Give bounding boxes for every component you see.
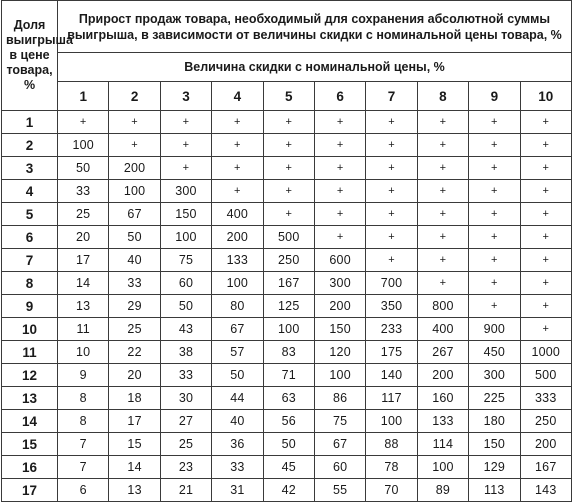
growth-cell: + <box>160 134 211 157</box>
growth-cell: 56 <box>263 410 314 433</box>
growth-cell: + <box>417 134 468 157</box>
growth-cell: 50 <box>160 295 211 318</box>
growth-cell: 100 <box>58 134 109 157</box>
growth-cell: 7 <box>58 433 109 456</box>
growth-cell: + <box>263 203 314 226</box>
growth-cell: + <box>417 111 468 134</box>
growth-cell: + <box>109 134 160 157</box>
growth-cell: + <box>314 111 365 134</box>
growth-cell: 50 <box>58 157 109 180</box>
discount-column-header: 6 <box>314 82 365 111</box>
growth-cell: 233 <box>366 318 417 341</box>
growth-cell: 14 <box>109 456 160 479</box>
growth-cell: 700 <box>366 272 417 295</box>
growth-cell: 167 <box>520 456 572 479</box>
growth-cell: 80 <box>212 295 263 318</box>
discount-column-header: 4 <box>212 82 263 111</box>
growth-cell: 27 <box>160 410 211 433</box>
growth-cell: + <box>520 318 572 341</box>
growth-cell: 400 <box>417 318 468 341</box>
growth-cell: 167 <box>263 272 314 295</box>
growth-cell: + <box>417 157 468 180</box>
growth-cell: + <box>520 295 572 318</box>
growth-cell: + <box>212 180 263 203</box>
growth-cell: + <box>469 226 520 249</box>
growth-cell: 900 <box>469 318 520 341</box>
growth-cell: 17 <box>109 410 160 433</box>
growth-cell: 50 <box>212 364 263 387</box>
growth-cell: + <box>417 249 468 272</box>
growth-cell: 43 <box>160 318 211 341</box>
growth-cell: 100 <box>417 456 468 479</box>
growth-cell: 333 <box>520 387 572 410</box>
row-share-label: 9 <box>2 295 58 318</box>
table-title: Прирост продаж товара, необходимый для сохранения абсолютной суммы выигрыша, в зависимости от величины скидки с номинальной цены товара, % <box>58 1 572 53</box>
growth-cell: 133 <box>417 410 468 433</box>
growth-cell: 13 <box>109 479 160 502</box>
row-share-label: 12 <box>2 364 58 387</box>
growth-cell: + <box>469 157 520 180</box>
growth-cell: 225 <box>469 387 520 410</box>
growth-cell: 143 <box>520 479 572 502</box>
growth-cell: 100 <box>366 410 417 433</box>
growth-cell: + <box>469 203 520 226</box>
growth-cell: 11 <box>58 318 109 341</box>
growth-cell: 40 <box>212 410 263 433</box>
growth-cell: 67 <box>212 318 263 341</box>
row-share-label: 3 <box>2 157 58 180</box>
growth-cell: 300 <box>469 364 520 387</box>
growth-cell: 20 <box>58 226 109 249</box>
growth-cell: 200 <box>417 364 468 387</box>
growth-cell: + <box>366 111 417 134</box>
growth-cell: 113 <box>469 479 520 502</box>
growth-cell: 30 <box>160 387 211 410</box>
growth-cell: 14 <box>58 272 109 295</box>
growth-cell: + <box>263 111 314 134</box>
growth-cell: 83 <box>263 341 314 364</box>
growth-cell: + <box>520 226 572 249</box>
growth-cell: + <box>314 134 365 157</box>
row-share-label: 17 <box>2 479 58 502</box>
growth-cell: 200 <box>314 295 365 318</box>
growth-cell: 33 <box>58 180 109 203</box>
row-share-label: 2 <box>2 134 58 157</box>
growth-cell: 75 <box>314 410 365 433</box>
growth-cell: + <box>212 134 263 157</box>
table-row <box>2 387 572 410</box>
growth-cell: 60 <box>160 272 211 295</box>
growth-cell: 267 <box>417 341 468 364</box>
growth-cell: 150 <box>314 318 365 341</box>
table-row <box>2 111 572 134</box>
growth-cell: + <box>314 226 365 249</box>
table-row <box>2 341 572 364</box>
growth-cell: 160 <box>417 387 468 410</box>
growth-cell: 200 <box>109 157 160 180</box>
discount-column-header: 1 <box>58 82 109 111</box>
discount-column-header: 8 <box>417 82 468 111</box>
growth-cell: 180 <box>469 410 520 433</box>
growth-cell: 150 <box>160 203 211 226</box>
growth-cell: + <box>417 180 468 203</box>
growth-cell: + <box>469 180 520 203</box>
growth-cell: + <box>314 203 365 226</box>
growth-cell: 78 <box>366 456 417 479</box>
growth-cell: + <box>366 134 417 157</box>
growth-cell: + <box>366 180 417 203</box>
growth-cell: + <box>417 272 468 295</box>
growth-cell: 300 <box>160 180 211 203</box>
growth-cell: 67 <box>109 203 160 226</box>
growth-cell: 400 <box>212 203 263 226</box>
growth-cell: 15 <box>109 433 160 456</box>
table-row <box>2 456 572 479</box>
growth-cell: 450 <box>469 341 520 364</box>
growth-cell: + <box>58 111 109 134</box>
sales-growth-table <box>1 0 572 502</box>
growth-cell: 800 <box>417 295 468 318</box>
growth-cell: 20 <box>109 364 160 387</box>
growth-cell: 33 <box>109 272 160 295</box>
table-row <box>2 226 572 249</box>
growth-cell: + <box>160 157 211 180</box>
growth-cell: + <box>520 111 572 134</box>
growth-cell: + <box>469 134 520 157</box>
growth-cell: 600 <box>314 249 365 272</box>
growth-cell: 44 <box>212 387 263 410</box>
table-row <box>2 364 572 387</box>
row-share-label: 11 <box>2 341 58 364</box>
table-row <box>2 433 572 456</box>
growth-cell: 13 <box>58 295 109 318</box>
discount-subtitle: Величина скидки с номинальной цены, % <box>58 53 572 82</box>
row-share-label: 7 <box>2 249 58 272</box>
growth-cell: 140 <box>366 364 417 387</box>
growth-cell: 100 <box>160 226 211 249</box>
growth-cell: 500 <box>520 364 572 387</box>
growth-cell: 1000 <box>520 341 572 364</box>
row-share-label: 10 <box>2 318 58 341</box>
growth-cell: 133 <box>212 249 263 272</box>
growth-cell: 42 <box>263 479 314 502</box>
growth-cell: + <box>520 134 572 157</box>
growth-cell: 129 <box>469 456 520 479</box>
growth-cell: + <box>366 249 417 272</box>
growth-cell: 500 <box>263 226 314 249</box>
discount-column-header: 10 <box>520 82 572 111</box>
table-row <box>2 203 572 226</box>
growth-cell: 300 <box>314 272 365 295</box>
growth-cell: 31 <box>212 479 263 502</box>
growth-cell: 22 <box>109 341 160 364</box>
growth-cell: + <box>417 203 468 226</box>
growth-cell: 40 <box>109 249 160 272</box>
growth-cell: + <box>109 111 160 134</box>
growth-cell: 17 <box>58 249 109 272</box>
row-share-label: 1 <box>2 111 58 134</box>
row-share-label: 16 <box>2 456 58 479</box>
table-row <box>2 180 572 203</box>
growth-cell: 70 <box>366 479 417 502</box>
growth-cell: 8 <box>58 387 109 410</box>
growth-cell: 120 <box>314 341 365 364</box>
growth-cell: 89 <box>417 479 468 502</box>
growth-cell: 100 <box>212 272 263 295</box>
table-row <box>2 134 572 157</box>
growth-cell: 25 <box>160 433 211 456</box>
growth-cell: 200 <box>212 226 263 249</box>
growth-cell: 50 <box>109 226 160 249</box>
growth-cell: + <box>417 226 468 249</box>
growth-cell: 71 <box>263 364 314 387</box>
growth-cell: 23 <box>160 456 211 479</box>
row-share-label: 8 <box>2 272 58 295</box>
discount-column-header: 9 <box>469 82 520 111</box>
growth-cell: 100 <box>109 180 160 203</box>
corner-header-share: Доля выигрыша в цене товара, % <box>2 1 58 111</box>
growth-cell: 25 <box>109 318 160 341</box>
table-row <box>2 318 572 341</box>
growth-cell: + <box>263 134 314 157</box>
growth-cell: + <box>263 180 314 203</box>
growth-cell: + <box>469 272 520 295</box>
growth-cell: + <box>366 157 417 180</box>
growth-cell: 21 <box>160 479 211 502</box>
growth-cell: 45 <box>263 456 314 479</box>
growth-cell: + <box>366 203 417 226</box>
growth-cell: 7 <box>58 456 109 479</box>
growth-cell: 125 <box>263 295 314 318</box>
table-row <box>2 272 572 295</box>
growth-cell: 75 <box>160 249 211 272</box>
growth-cell: 6 <box>58 479 109 502</box>
growth-cell: 86 <box>314 387 365 410</box>
row-share-label: 15 <box>2 433 58 456</box>
row-share-label: 6 <box>2 226 58 249</box>
table-row <box>2 295 572 318</box>
row-share-label: 5 <box>2 203 58 226</box>
growth-cell: 9 <box>58 364 109 387</box>
table-row <box>2 479 572 502</box>
growth-cell: + <box>212 157 263 180</box>
table-row <box>2 249 572 272</box>
growth-cell: + <box>160 111 211 134</box>
table-row <box>2 410 572 433</box>
discount-column-header: 5 <box>263 82 314 111</box>
growth-cell: + <box>520 180 572 203</box>
growth-cell: + <box>366 226 417 249</box>
discount-column-headers <box>2 82 572 111</box>
discount-column-header: 2 <box>109 82 160 111</box>
table-row <box>2 157 572 180</box>
row-share-label: 4 <box>2 180 58 203</box>
growth-cell: 8 <box>58 410 109 433</box>
row-share-label: 13 <box>2 387 58 410</box>
growth-cell: + <box>469 111 520 134</box>
growth-cell: 88 <box>366 433 417 456</box>
growth-cell: 18 <box>109 387 160 410</box>
growth-cell: 25 <box>58 203 109 226</box>
growth-cell: + <box>314 157 365 180</box>
growth-cell: + <box>520 157 572 180</box>
row-share-label: 14 <box>2 410 58 433</box>
growth-cell: 117 <box>366 387 417 410</box>
growth-cell: 200 <box>520 433 572 456</box>
growth-cell: + <box>469 295 520 318</box>
growth-cell: + <box>520 203 572 226</box>
growth-cell: 55 <box>314 479 365 502</box>
growth-cell: 100 <box>263 318 314 341</box>
growth-cell: + <box>263 157 314 180</box>
growth-cell: 350 <box>366 295 417 318</box>
table-body <box>2 111 572 502</box>
growth-cell: + <box>212 111 263 134</box>
growth-cell: 150 <box>469 433 520 456</box>
growth-cell: 114 <box>417 433 468 456</box>
growth-cell: + <box>469 249 520 272</box>
growth-cell: 33 <box>160 364 211 387</box>
growth-cell: 50 <box>263 433 314 456</box>
growth-cell: + <box>314 180 365 203</box>
growth-cell: 38 <box>160 341 211 364</box>
growth-cell: 175 <box>366 341 417 364</box>
growth-cell: 100 <box>314 364 365 387</box>
growth-cell: 29 <box>109 295 160 318</box>
discount-column-header: 3 <box>160 82 211 111</box>
growth-cell: 36 <box>212 433 263 456</box>
growth-cell: 63 <box>263 387 314 410</box>
growth-cell: 33 <box>212 456 263 479</box>
growth-cell: 57 <box>212 341 263 364</box>
discount-column-header: 7 <box>366 82 417 111</box>
growth-cell: + <box>520 249 572 272</box>
growth-cell: 60 <box>314 456 365 479</box>
growth-cell: 250 <box>263 249 314 272</box>
growth-cell: 67 <box>314 433 365 456</box>
growth-cell: + <box>520 272 572 295</box>
growth-cell: 250 <box>520 410 572 433</box>
growth-cell: 10 <box>58 341 109 364</box>
